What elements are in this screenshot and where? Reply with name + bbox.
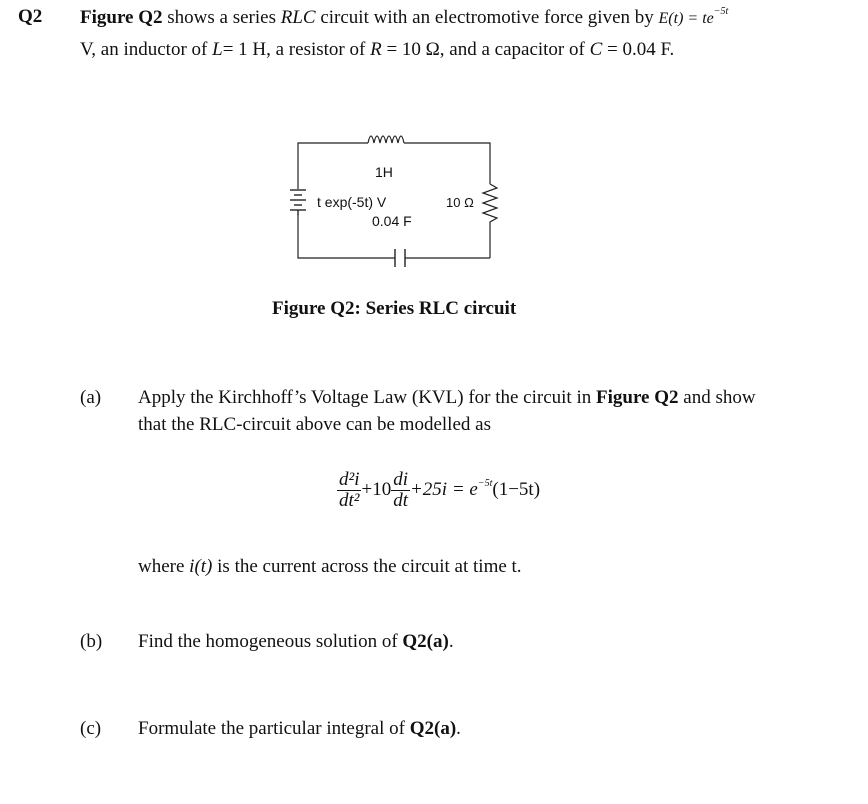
intro-text-a: shows a series (162, 7, 281, 28)
part-a-line1 (138, 387, 756, 409)
capacitor-label: 0.04 F (372, 213, 412, 229)
part-b-body: Find the homogeneous solution of (138, 631, 403, 652)
inductor-symbol: L (212, 39, 223, 60)
inductor-label: 1H (375, 164, 393, 180)
ode-equation (337, 470, 540, 511)
first-derivative-fraction: $\frac{di}{dt}$ (393, 469, 408, 511)
figure-caption: Figure Q2: Series RLC circuit (272, 298, 517, 319)
eq-rest: +25i = e (409, 478, 478, 500)
part-b-label: (b) (80, 631, 103, 652)
resistor-symbol: R (370, 39, 382, 60)
part-a-text-2: and show (678, 387, 756, 408)
part-b-ref: Q2(a) (402, 631, 449, 652)
question-number: Q2 (18, 6, 43, 27)
emf-expression: E(t) = te (658, 10, 714, 27)
part-c-ref: Q2(a) (409, 718, 457, 739)
figure-ref: Figure Q2 (80, 7, 163, 28)
resistor-value: = 10 Ω, and a capacitor of (381, 39, 590, 60)
where-text-b: is the current across the circuit at time t. (212, 556, 522, 577)
resistor-label: 10 Ω (446, 195, 474, 210)
wire-top-left (298, 143, 368, 147)
resistor-zigzag-icon (483, 184, 497, 258)
intro-line2-a: V, an inductor of (80, 39, 213, 60)
part-c-body: Formulate the particular integral of (138, 718, 410, 739)
part-c-text (138, 718, 461, 740)
eq-plus10: +10 (361, 478, 392, 500)
capacitor-symbol: C (589, 39, 603, 60)
eq-exponent: −5t (477, 477, 493, 489)
second-derivative-fraction: $\frac{\text{d²i}}{\text{dt²}}$ (339, 469, 360, 511)
rlc-circuit-diagram (0, 0, 868, 300)
wire-top-right (404, 143, 490, 184)
part-a-label: (a) (80, 387, 102, 408)
part-b-end: . (448, 631, 454, 652)
intro-text-b: circuit with an electromotive force given by (315, 7, 659, 28)
emf-exponent: −5t (713, 6, 729, 17)
part-a-where (138, 556, 522, 578)
battery-source-icon (290, 190, 306, 215)
rlc-text: RLC (280, 7, 316, 28)
capacitor-icon (395, 249, 405, 267)
part-a-figure-ref: Figure Q2 (596, 387, 679, 408)
where-text-a: where (138, 556, 190, 577)
part-a-text-1: Apply the Kirchhoff’s Voltage Law (KVL) for the circuit in (138, 387, 596, 408)
part-b-text (138, 631, 454, 653)
part-c-label: (c) (80, 718, 102, 739)
where-variable: i(t) (189, 556, 213, 577)
source-label: t exp(-5t) V (317, 194, 387, 210)
capacitor-value: = 0.04 F. (602, 39, 675, 60)
inductor-value: = 1 H, a resistor of (222, 39, 371, 60)
inductor-coil-icon (368, 136, 404, 143)
part-a-line2: that the RLC-circuit above can be modelled as (138, 414, 491, 435)
part-c-end: . (456, 718, 461, 739)
eq-tail: (1−5t) (492, 478, 541, 500)
